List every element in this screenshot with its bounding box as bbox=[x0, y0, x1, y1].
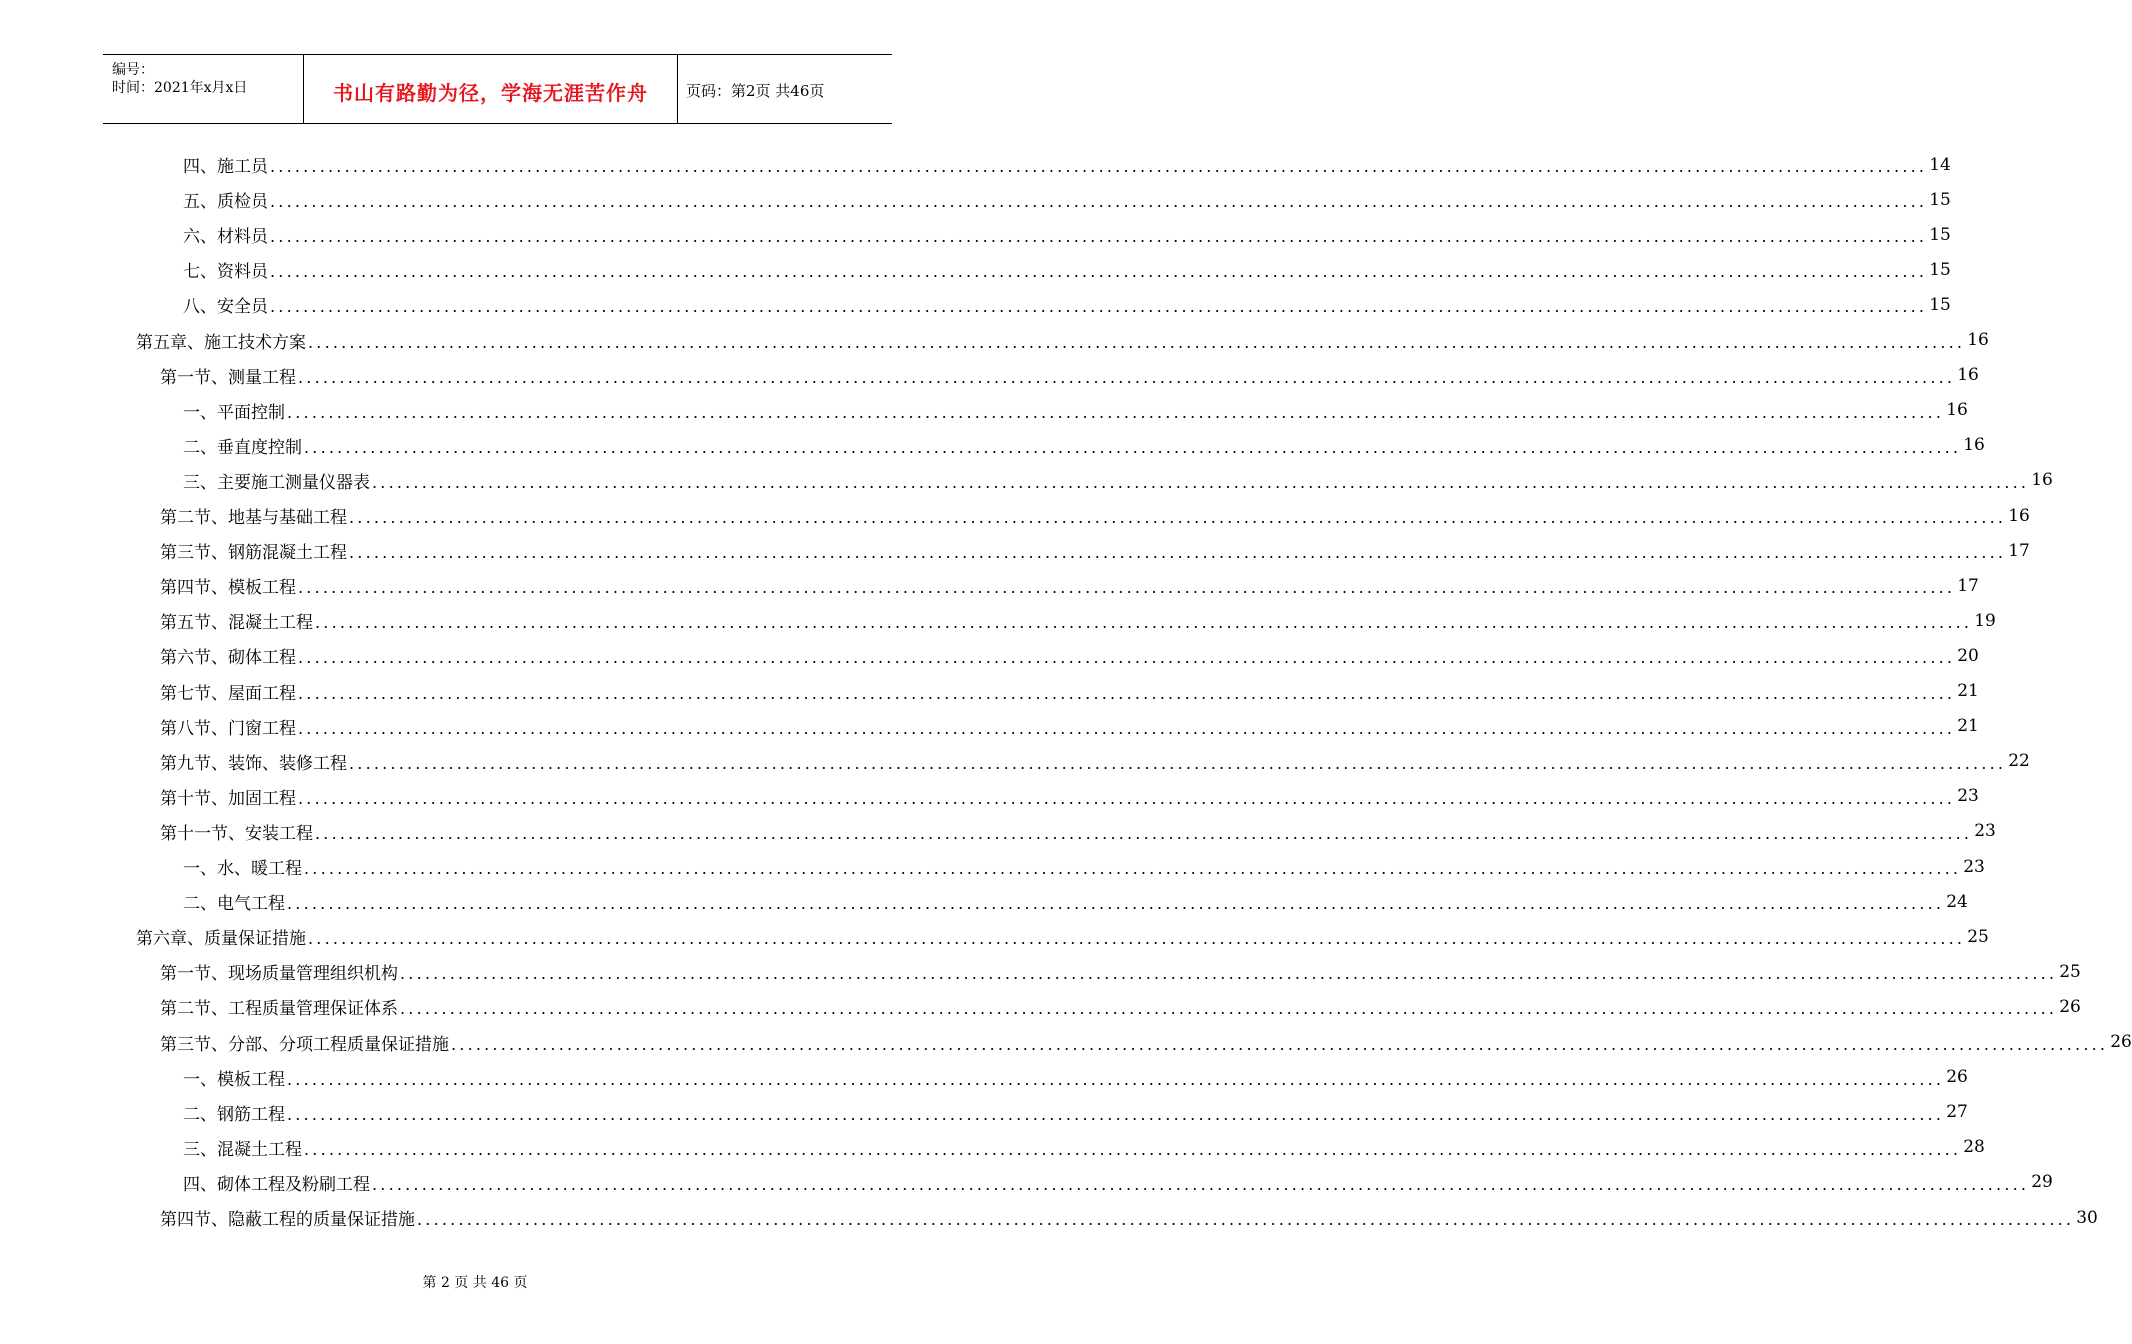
toc-entry[interactable] bbox=[160, 1025, 2132, 1060]
toc-entry[interactable] bbox=[160, 989, 2081, 1024]
toc-entry-page: 16 bbox=[1963, 435, 1985, 456]
toc-dot-leader: ........................................................................................................................................................................................................ bbox=[298, 683, 1956, 703]
toc-entry[interactable] bbox=[183, 182, 1951, 217]
toc-entry-page: 19 bbox=[1974, 610, 1996, 631]
toc-entry-title: 三、混凝土工程 bbox=[183, 1139, 302, 1160]
toc-entry[interactable] bbox=[160, 568, 1979, 603]
toc-entry-page: 16 bbox=[1946, 400, 1968, 421]
toc-entry-page: 16 bbox=[1967, 330, 1989, 350]
toc-entry-title: 第三节、分部、分项工程质量保证措施 bbox=[160, 1034, 449, 1055]
toc-dot-leader: ........................................................................................................................................................................................................ bbox=[400, 964, 2058, 984]
toc-entry[interactable] bbox=[160, 603, 1996, 638]
toc-entry-title: 二、垂直度控制 bbox=[183, 437, 302, 458]
toc-entry-title: 四、施工员 bbox=[183, 157, 268, 177]
toc-entry-title: 四、砌体工程及粉刷工程 bbox=[183, 1174, 370, 1195]
toc-entry-title: 八、安全员 bbox=[183, 297, 268, 318]
toc-entry[interactable] bbox=[160, 1200, 2098, 1235]
toc-entry-title: 第十节、加固工程 bbox=[160, 788, 296, 809]
toc-entry-title: 第五节、混凝土工程 bbox=[160, 613, 313, 634]
toc-dot-leader: ........................................................................................................................................................................................................ bbox=[372, 472, 2030, 492]
toc-entry-title: 第四节、隐蔽工程的质量保证措施 bbox=[160, 1210, 415, 1230]
toc-entry-title: 第一节、测量工程 bbox=[160, 367, 296, 388]
toc-entry[interactable] bbox=[160, 744, 2030, 779]
toc-entry-title: 第二节、工程质量管理保证体系 bbox=[160, 999, 398, 1020]
toc-dot-leader: ........................................................................................................................................................................................................ bbox=[287, 1104, 1945, 1124]
toc-dot-leader: ........................................................................................................................................................................................................ bbox=[287, 1069, 1945, 1089]
toc-entry[interactable] bbox=[160, 358, 1979, 393]
toc-entry[interactable] bbox=[183, 1130, 1985, 1165]
toc-entry-page: 23 bbox=[1974, 821, 1996, 842]
toc-entry-title: 二、钢筋工程 bbox=[183, 1104, 285, 1125]
toc-entry-page: 20 bbox=[1957, 645, 1979, 666]
toc-dot-leader: ........................................................................................................................................................................................................ bbox=[400, 999, 2058, 1019]
toc-dot-leader: ........................................................................................................................................................................................................ bbox=[304, 1139, 1962, 1159]
toc-entry[interactable] bbox=[183, 1060, 1968, 1095]
toc-dot-leader: ........................................................................................................................................................................................................ bbox=[270, 192, 1928, 212]
toc-entry-title: 五、质检员 bbox=[183, 192, 268, 213]
toc-entry-title: 第五章、施工技术方案 bbox=[136, 332, 306, 353]
toc-dot-leader: ........................................................................................................................................................................................................ bbox=[308, 332, 1966, 352]
toc-dot-leader: ........................................................................................................................................................................................................ bbox=[304, 859, 1962, 878]
toc-entry-page: 15 bbox=[1929, 259, 1951, 280]
toc-entry[interactable] bbox=[183, 849, 1985, 884]
toc-entry-title: 第八节、门窗工程 bbox=[160, 718, 296, 739]
toc-entry-title: 一、模板工程 bbox=[183, 1069, 285, 1090]
toc-entry[interactable] bbox=[136, 323, 1989, 358]
toc-entry-title: 第四节、模板工程 bbox=[160, 578, 296, 599]
toc-entry-page: 17 bbox=[2008, 540, 2030, 561]
toc-entry-title: 第十一节、安装工程 bbox=[160, 823, 313, 844]
toc-entry[interactable] bbox=[183, 1165, 2053, 1200]
toc-entry[interactable] bbox=[183, 217, 1951, 252]
toc-dot-leader: ........................................................................................................................................................................................................ bbox=[349, 508, 2007, 527]
toc-entry-page: 16 bbox=[1957, 365, 1979, 386]
toc-entry-title: 第六章、质量保证措施 bbox=[136, 929, 306, 950]
serial-label: 编号： bbox=[112, 62, 154, 78]
header-page-cell bbox=[677, 55, 892, 123]
toc-entry-page: 14 bbox=[1929, 154, 1951, 175]
toc-entry-title: 第一节、现场质量管理组织机构 bbox=[160, 964, 398, 985]
toc-entry-title: 六、材料员 bbox=[183, 227, 268, 248]
toc-entry-page: 26 bbox=[2110, 1032, 2132, 1052]
toc-entry[interactable] bbox=[160, 779, 1979, 814]
toc-entry-title: 七、资料员 bbox=[183, 262, 268, 283]
toc-dot-leader: ........................................................................................................................................................................................................ bbox=[298, 367, 1956, 387]
toc-entry[interactable] bbox=[160, 674, 1979, 709]
toc-entry-page: 24 bbox=[1946, 891, 1968, 912]
toc-dot-leader: ........................................................................................................................................................................................................ bbox=[298, 718, 1956, 738]
toc-entry-title: 第六节、砌体工程 bbox=[160, 648, 296, 669]
toc-entry-page: 26 bbox=[1946, 1067, 1968, 1088]
toc-entry[interactable] bbox=[160, 498, 2030, 533]
toc-entry[interactable] bbox=[160, 638, 1979, 673]
toc-dot-leader: ........................................................................................................................................................................................................ bbox=[298, 648, 1956, 668]
toc-dot-leader: ........................................................................................................................................................................................................ bbox=[315, 613, 1973, 633]
toc-entry-title: 二、电气工程 bbox=[183, 894, 285, 915]
toc-dot-leader: ........................................................................................................................................................................................................ bbox=[270, 227, 1928, 247]
toc-entry-page: 25 bbox=[1967, 926, 1989, 947]
toc-entry[interactable] bbox=[183, 428, 1985, 463]
toc-entry-page: 28 bbox=[1963, 1137, 1985, 1158]
toc-entry-page: 15 bbox=[1929, 189, 1951, 210]
toc-entry[interactable] bbox=[160, 709, 1979, 744]
toc-dot-leader: ........................................................................................................................................................................................................ bbox=[417, 1210, 2075, 1229]
toc-dot-leader: ........................................................................................................................................................................................................ bbox=[287, 402, 1945, 422]
toc-dot-leader: ........................................................................................................................................................................................................ bbox=[298, 578, 1956, 598]
toc-entry[interactable] bbox=[183, 393, 1968, 428]
toc-dot-leader: ........................................................................................................................................................................................................ bbox=[270, 157, 1928, 176]
toc-entry[interactable] bbox=[136, 919, 1989, 954]
toc-entry-page: 23 bbox=[1957, 786, 1979, 807]
toc-entry-page: 27 bbox=[1946, 1102, 1968, 1123]
toc-dot-leader: ........................................................................................................................................................................................................ bbox=[315, 823, 1973, 843]
header-page-info: 页码：第2页 共46页 bbox=[686, 82, 825, 100]
toc-dot-leader: ........................................................................................................................................................................................................ bbox=[372, 1174, 2030, 1194]
toc-entry[interactable] bbox=[183, 463, 2053, 498]
toc-entry[interactable] bbox=[183, 884, 1968, 919]
toc-entry-page: 22 bbox=[2008, 751, 2030, 772]
toc-dot-leader: ........................................................................................................................................................................................................ bbox=[270, 262, 1928, 282]
page-footer: 第 2 页 共 46 页 bbox=[422, 1275, 528, 1291]
toc-entry-title: 第三节、钢筋混凝土工程 bbox=[160, 543, 347, 564]
toc-entry-page: 17 bbox=[1957, 575, 1979, 596]
toc-dot-leader: ........................................................................................................................................................................................................ bbox=[349, 543, 2007, 563]
toc-entry-page: 23 bbox=[1963, 856, 1985, 877]
toc-entry-page: 25 bbox=[2059, 961, 2081, 982]
toc-entry-page: 15 bbox=[1929, 224, 1951, 245]
toc-entry-title: 一、平面控制 bbox=[183, 402, 285, 423]
toc-dot-leader: ........................................................................................................................................................................................................ bbox=[451, 1034, 2109, 1054]
toc-entry-title: 第九节、装饰、装修工程 bbox=[160, 753, 347, 774]
toc-entry-page: 30 bbox=[2076, 1207, 2098, 1228]
toc-entry[interactable] bbox=[183, 147, 1951, 182]
header-motto: 书山有路勤为径，学海无涯苦作舟 bbox=[333, 81, 648, 105]
toc-entry-title: 第二节、地基与基础工程 bbox=[160, 508, 347, 528]
page-header bbox=[103, 54, 892, 124]
toc-entry-title: 第七节、屋面工程 bbox=[160, 683, 296, 704]
toc-entry-title: 三、主要施工测量仪器表 bbox=[183, 472, 370, 493]
toc-dot-leader: ........................................................................................................................................................................................................ bbox=[287, 894, 1945, 914]
toc-dot-leader: ........................................................................................................................................................................................................ bbox=[298, 788, 1956, 808]
toc-entry[interactable] bbox=[160, 533, 2030, 568]
toc-dot-leader: ........................................................................................................................................................................................................ bbox=[270, 297, 1928, 317]
toc-dot-leader: ........................................................................................................................................................................................................ bbox=[349, 753, 2007, 773]
toc-dot-leader: ........................................................................................................................................................................................................ bbox=[308, 929, 1966, 949]
toc-entry-title: 一、水、暖工程 bbox=[183, 859, 302, 879]
toc-entry[interactable] bbox=[183, 287, 1951, 322]
toc-entry[interactable] bbox=[183, 1095, 1968, 1130]
header-motto-cell bbox=[303, 55, 678, 123]
toc-entry-page: 16 bbox=[2008, 505, 2030, 526]
toc-entry-page: 15 bbox=[1929, 294, 1951, 315]
time-label: 时间：2021年x月x日 bbox=[112, 80, 248, 96]
toc-entry-page: 21 bbox=[1957, 716, 1979, 737]
toc-entry[interactable] bbox=[160, 814, 1996, 849]
toc-entry-page: 26 bbox=[2059, 996, 2081, 1017]
toc-entry[interactable] bbox=[183, 252, 1951, 287]
header-meta-cell bbox=[103, 55, 303, 123]
toc-entry[interactable] bbox=[160, 954, 2081, 989]
toc-entry-page: 29 bbox=[2031, 1172, 2053, 1193]
toc-entry-page: 21 bbox=[1957, 681, 1979, 701]
toc-dot-leader: ........................................................................................................................................................................................................ bbox=[304, 437, 1962, 457]
toc-entry-page: 16 bbox=[2031, 470, 2053, 491]
